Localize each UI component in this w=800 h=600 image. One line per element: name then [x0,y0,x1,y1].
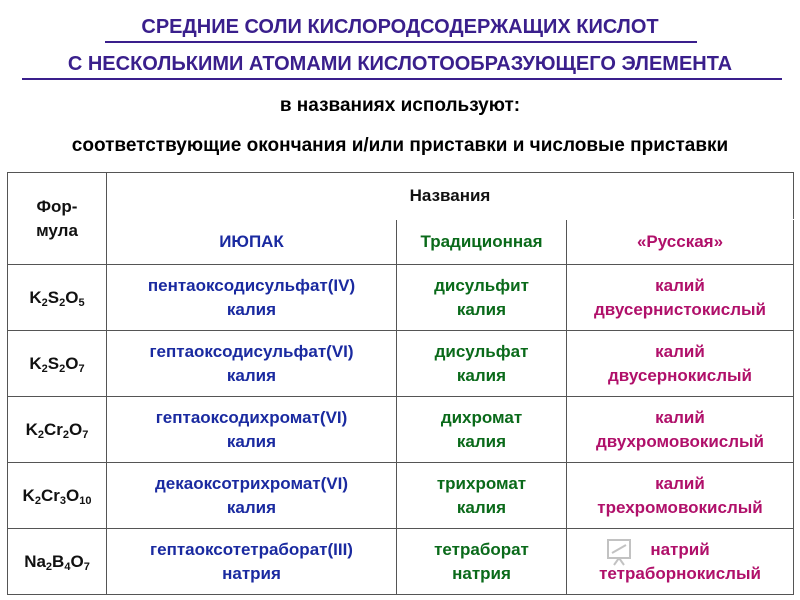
formula-subscript: 4 [64,560,71,573]
subtitle-line-1: в названиях используют: [279,95,521,116]
formula-element: K [22,485,35,505]
traditional-name-cell-line-1: тетраборат [434,539,529,559]
russian-name-cell [567,265,794,331]
iupac-name-cell-line-2: натрия [222,563,281,583]
iupac-name-cell-line-2: калия [226,497,277,517]
formula-element: O [65,353,79,373]
traditional-name-cell-line-2: натрия [452,563,511,583]
formula-subscript: 2 [59,362,66,375]
title-line-2: С НЕСКОЛЬКИМИ АТОМАМИ КИСЛОТООБРАЗУЮЩЕГО ЭЛЕМЕНТА [67,53,733,75]
formula-cell [8,331,107,397]
russian-name-cell [567,463,794,529]
header-traditional: Традиционная [397,220,567,265]
table-row [8,397,794,463]
formula-element: O [70,551,84,571]
table-row [8,265,794,331]
formula-cell [8,463,107,529]
iupac-name-cell-line-2: калия [226,365,277,385]
formula-subscript: 7 [83,560,90,573]
iupac-name-cell [107,529,397,595]
russian-name-cell-line-1: калий [655,407,705,427]
formula-subscript: 2 [41,362,48,375]
table-row [8,463,794,529]
formula-cell [8,265,107,331]
formula-element: S [47,353,60,373]
names-header: Названия [107,173,794,220]
russian-name-cell-line-2: тетраборнокислый [599,563,761,583]
formula-subscript: 7 [78,362,85,375]
russian-name-cell-line-2: трехромовокислый [597,497,763,517]
formula-subscript: 7 [82,428,89,441]
formula-element: Na [24,551,46,571]
russian-name-cell-line-2: двусернистокислый [594,299,766,319]
traditional-name-cell-line-1: дихромат [440,407,523,427]
formula-subscript: 3 [59,494,66,507]
header-russian: «Русская» [567,220,794,265]
iupac-name-cell-line-1: декаоксотрихромат(VI) [155,473,348,493]
formula-subscript: 2 [41,296,48,309]
formula-element: Cr [44,419,63,439]
traditional-name-cell [397,331,567,397]
formula-header [8,173,107,265]
formula-cell [8,529,107,595]
formula-element: K [25,419,38,439]
russian-name-cell-line-1: калий [655,275,705,295]
formula-element: K [29,287,42,307]
traditional-name-cell [397,463,567,529]
formula-subscript: 2 [62,428,70,441]
title-line-2-underline [22,78,782,80]
traditional-name-cell-line-1: дисульфат [434,341,529,361]
russian-name-cell-line-1: калий [655,473,705,493]
russian-name-cell-line-1: натрий [650,539,710,559]
traditional-name-cell [397,397,567,463]
russian-name-cell [567,529,794,595]
formula-element: O [69,419,83,439]
iupac-name-cell [107,331,397,397]
traditional-name-cell [397,529,567,595]
formula-element: B [52,551,65,571]
russian-name-cell-line-2: двусернокислый [608,365,752,385]
iupac-name-cell [107,397,397,463]
formula-header-line-1: Фор- [36,196,78,216]
iupac-name-cell-line-1: гептаоксодихромат(VI) [155,407,348,427]
russian-name-cell [567,397,794,463]
iupac-name-cell-line-1: гептаоксотетраборат(III) [150,539,353,559]
russian-name-cell [567,331,794,397]
formula-subscript: 2 [37,428,44,441]
table-row [8,529,794,595]
traditional-name-cell-line-1: дисульфит [434,275,529,295]
traditional-name-cell-line-2: калия [456,431,507,451]
formula-subscript: 2 [45,560,53,573]
russian-name-cell-line-1: калий [655,341,705,361]
traditional-name-cell-line-1: трихромат [436,473,527,493]
iupac-name-cell-line-1: гептаоксодисульфат(VI) [149,341,354,361]
formula-element: O [65,287,79,307]
formula-element: Cr [40,485,60,505]
title-line-1-underline [105,41,697,43]
iupac-name-cell [107,463,397,529]
formula-element: S [47,287,60,307]
traditional-name-cell-line-2: калия [456,497,507,517]
iupac-name-cell-line-2: калия [226,431,277,451]
traditional-name-cell-line-2: калия [456,299,507,319]
iupac-name-cell-line-2: калия [226,299,277,319]
formula-subscript: 5 [78,296,85,309]
traditional-name-cell-line-2: калия [456,365,507,385]
formula-cell [8,397,107,463]
formula-header-line-2: мула [36,220,78,240]
table-row [8,331,794,397]
title-line-1: СРЕДНИЕ СОЛИ КИСЛОРОДСОДЕРЖАЩИХ КИСЛОТ [141,16,659,38]
formula-element: K [29,353,42,373]
salts-table [7,172,794,595]
russian-name-cell-line-2: двухромовокислый [596,431,765,451]
traditional-name-cell [397,265,567,331]
iupac-name-cell-line-1: пентаоксодисульфат(IV) [147,275,356,295]
formula-subscript: 2 [59,296,66,309]
formula-subscript: 2 [34,494,41,507]
formula-element: O [65,485,80,505]
header-iupac: ИЮПАК [107,220,397,265]
subtitle-line-2: соответствующие окончания и/или приставки и числовые приставки [71,135,729,156]
iupac-name-cell [107,265,397,331]
formula-subscript: 10 [79,494,92,507]
